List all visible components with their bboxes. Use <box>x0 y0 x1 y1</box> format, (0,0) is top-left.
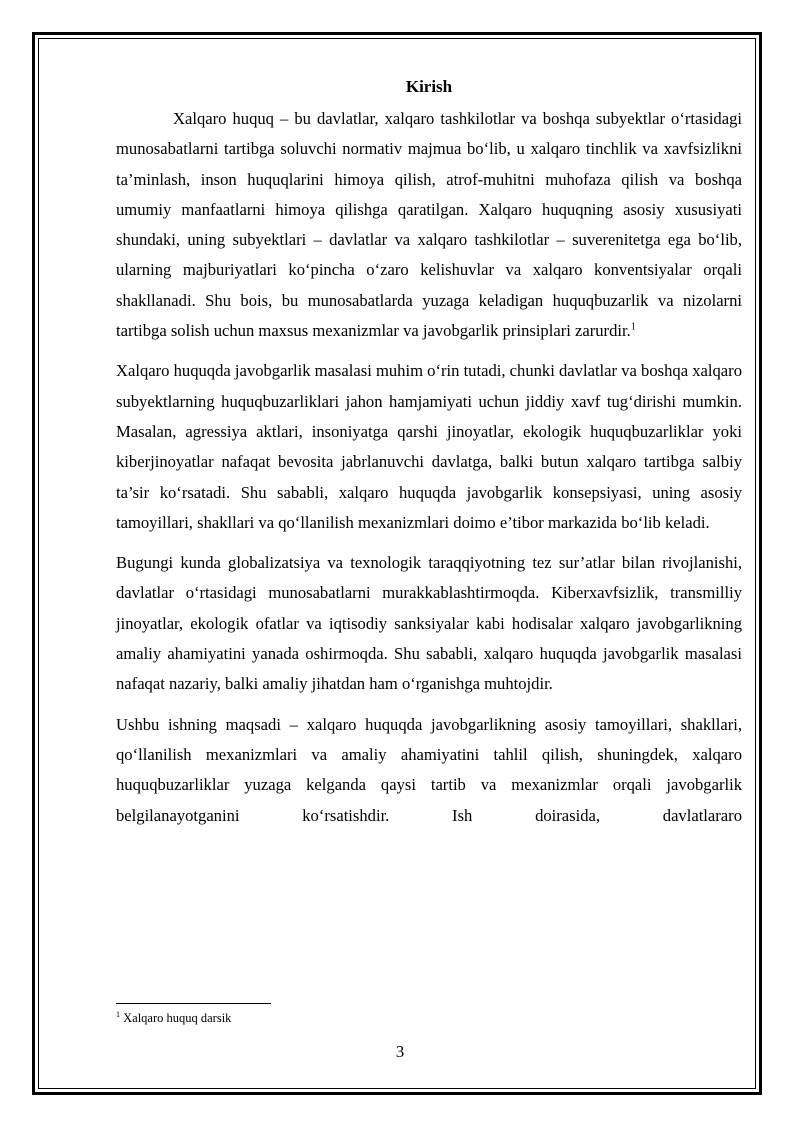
document-body <box>116 72 742 841</box>
footnote-separator <box>116 1003 271 1004</box>
paragraph-3: Bugungi kunda globalizatsiya va texnologik taraqqiyotning tez sur’atlar bilan rivojlanishi, davlatlar o‘rtasidagi munosabatlarni murakkablashtirmoqda. Kiberxavfsizlik, transmilliy jinoyatlar, ekologik ofatlar va iqtisodiy sanksiyalar kabi hodisalar xalqaro javobgarlikning amaliy ahamiyatini yanada oshirmoqda. Shu sababli, xalqaro huquqda javobgarlik masalasi nafaqat nazariy, balki amaliy jihatdan ham o‘rganishga muhtojdir. <box>116 553 742 694</box>
paragraph-4: Ushbu ishning maqsadi – xalqaro huquqda javobgarlikning asosiy tamoyillari, shakllari, qo‘llanilish mexanizmlari va amaliy ahamiyatini tahlil qilish, shuningdek, xalqaro huquqbuzarliklar yuzaga kelganda qaysi tartib va mexanizmlar orqali javobgarlik belgilanayotganini ko‘rsatishdir. Ish doirasida, davlatlararo <box>116 714 742 825</box>
footnote-reference: 1 <box>630 321 636 333</box>
footnote-marker: 1 <box>116 1010 120 1019</box>
paragraph-2: Xalqaro huquqda javobgarlik masalasi muhim o‘rin tutadi, chunki davlatlar va boshqa xalqaro subyektlarning huquqbuzarliklari jahon hamjamiyati uchun jiddiy xavf tug‘dirishi mumkin. Masalan, agressiya aktlari, insoniyatga qarshi jinoyatlar, ekologik huquqbuzarliklar yoki kiberjinoyatlar nafaqat bevosita jabrlanuvchi davlatga, balki butun xalqaro tartibga salbiy ta’sir ko‘rsatadi. Shu sababli, xalqaro huquqda javobgarlik konsepsiyasi, uning asosiy tamoyillari, shakllari va qo‘llanilish mexanizmlari doimo e’tibor markazida bo‘lib keladi. <box>116 361 742 532</box>
page-number: 3 <box>395 1042 405 1061</box>
paragraph-1 <box>116 104 742 346</box>
footnote-text: Xalqaro huquq darsik <box>123 1011 232 1026</box>
document-title: Kirish <box>405 77 453 96</box>
paragraph-1-text: Xalqaro huquq – bu davlatlar, xalqaro tashkilotlar va boshqa subyektlar o‘rtasidagi munosabatlarni tartibga soluvchi normativ majmua bo‘lib, u xalqaro tinchlik va xavfsizlikni ta’minlash, inson huquqlarini himoya qilish, atrof-muhitni muhofaza qilish va boshqa umumiy manfaatlarni himoya qilishga qaratilgan. Xalqaro huquqning asosiy xususiyati shundaki, uning subyektlari – davlatlar va xalqaro tashkilotlar – suverenitetga ega bo‘lib, ularning majburiyatlari ko‘pincha o‘zaro kelishuvlar va xalqaro konventsiyalar orqali shakllanadi. Shu bois, bu munosabatlarda yuzaga keladigan huquqbuzarlik va nizolarni tartibga solish uchun maxsus mexanizmlar va javobgarlik prinsiplari zarurdir. <box>116 109 742 341</box>
footnote <box>116 1008 231 1025</box>
